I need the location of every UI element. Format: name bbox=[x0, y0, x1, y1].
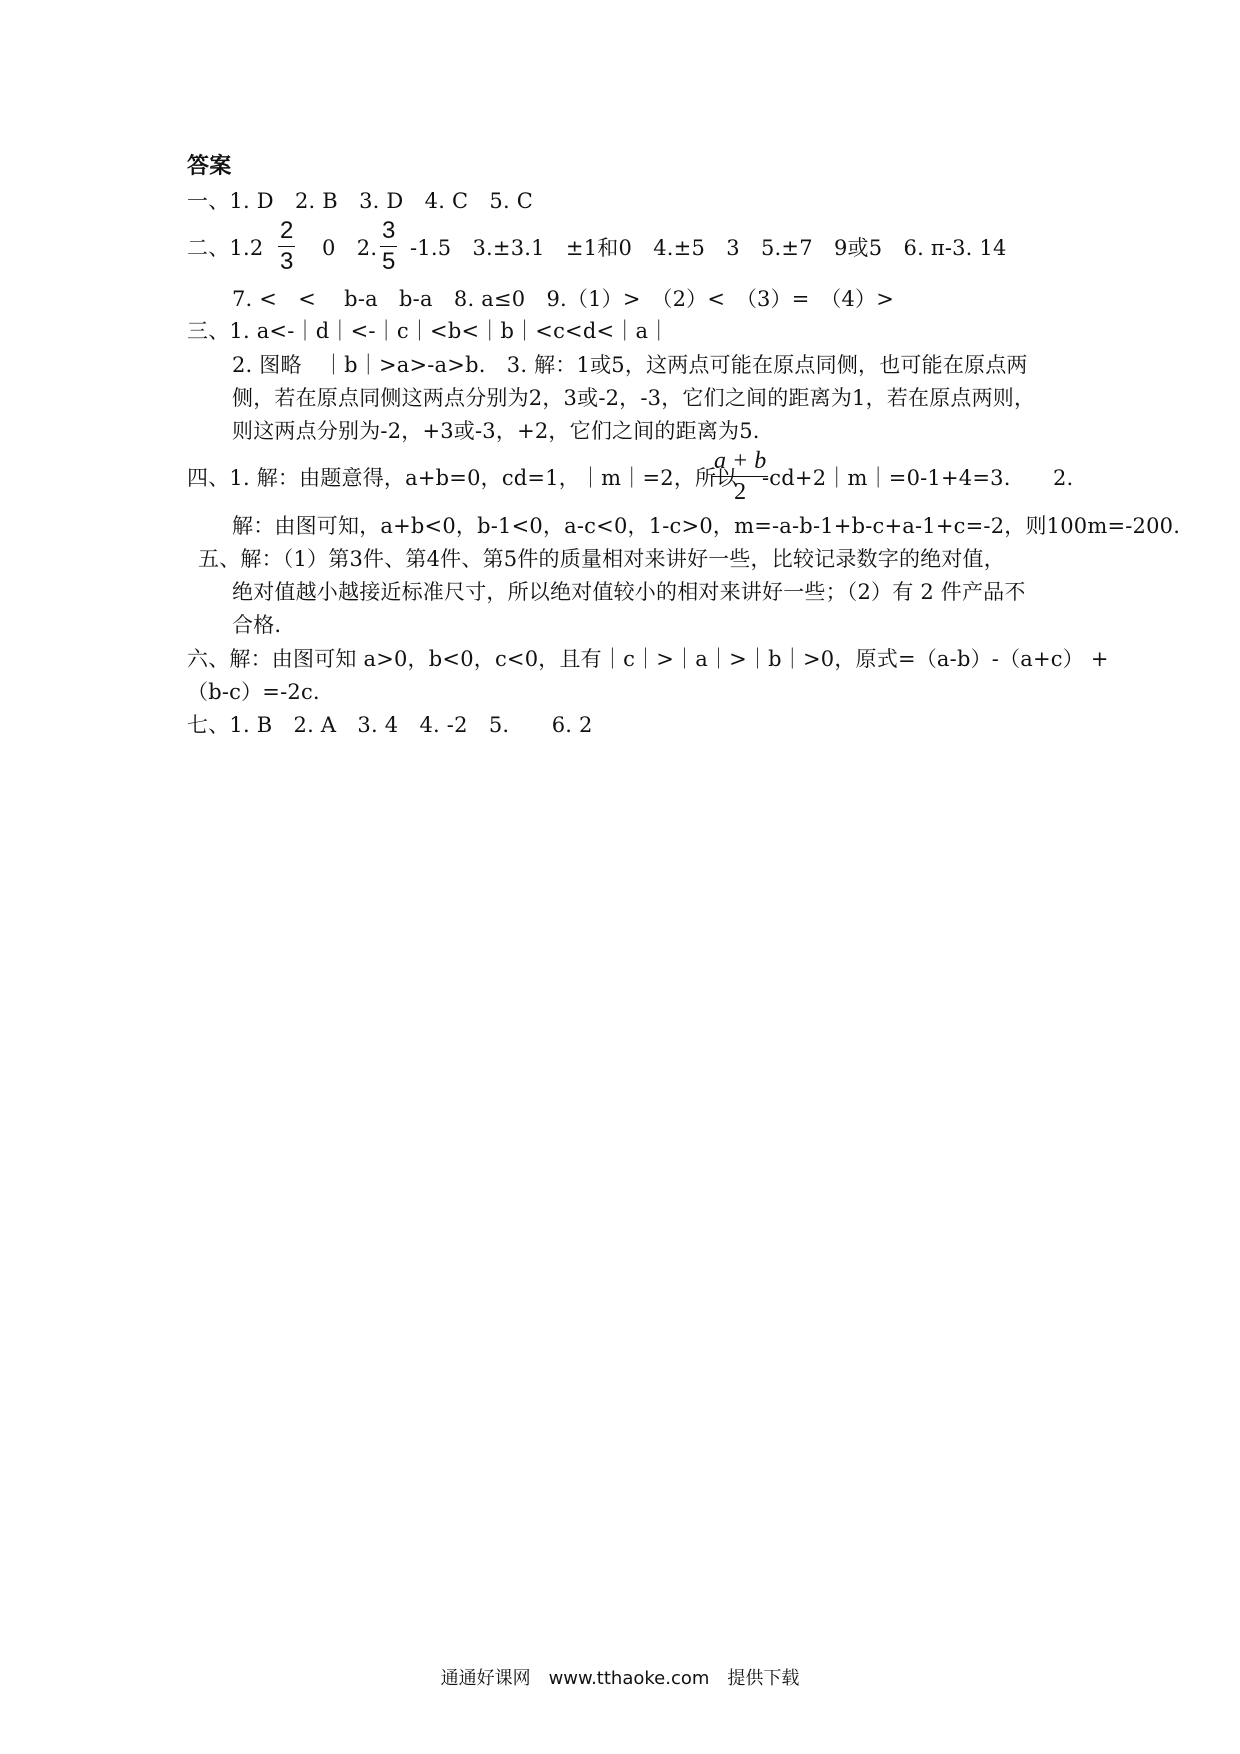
section-3-line-3: 侧，若在原点同侧这两点分别为2，3或-2，-3，它们之间的距离为1，若在原点两则， bbox=[232, 386, 1036, 410]
section-2-rest: -1.5 3.±3.1 ±1和0 4.±5 3 5.±7 9或5 6. π-3. 14 bbox=[410, 236, 1007, 260]
section-5-line-2: 绝对值越小越接近标准尺寸，所以绝对值较小的相对来讲好一些；（2）有 2 件产品不 bbox=[232, 580, 1026, 604]
section-3-line-4: 则这两点分别为-2，+3或-3，+2，它们之间的距离为5. bbox=[232, 419, 760, 443]
section-7-answers: 七、1. B 2. A 3. 4 4. -2 5. 6. 2 bbox=[187, 713, 593, 737]
section-4-prefix: 四、1. 解：由题意得，a+b=0，cd=1，｜m｜=2，所以 bbox=[187, 466, 738, 490]
fraction-a-plus-b-over-2 bbox=[712, 447, 768, 506]
answer-title: 答案 bbox=[187, 154, 232, 179]
section-2-line-2: 7. < < b-a b-a 8. a≤0 9.（1）> （2）< （3）= （4）> bbox=[232, 287, 895, 311]
section-6-line-2: （b-c）=-2c. bbox=[187, 680, 320, 704]
section-6-line-1: 六、解：由图可知 a>0，b<0，c<0，且有｜c｜>｜a｜>｜b｜>0，原式=（a-b）-（a+c） + bbox=[187, 647, 1109, 671]
fraction-numerator: 2 bbox=[280, 217, 294, 244]
section-5-line-1: 五、解：（1）第3件、第4件、第5件的质量相对来讲好一些，比较记录数字的绝对值， bbox=[198, 547, 1005, 571]
fraction-numerator: a + b bbox=[714, 448, 767, 474]
fraction-numerator: 3 bbox=[382, 217, 396, 244]
fraction-bar bbox=[380, 246, 397, 247]
section-4-line-2: 解：由图可知，a+b<0，b-1<0，a-c<0，1-c>0，m=-a-b-1+b-c+a-1+c=-2，则100m=-200. bbox=[232, 514, 1181, 538]
fraction-denominator: 5 bbox=[382, 248, 396, 275]
fraction-3-5 bbox=[380, 217, 397, 276]
section-2-mid: 0 2. bbox=[322, 236, 378, 260]
section-5-line-3: 合格. bbox=[232, 613, 282, 637]
section-4-rest: -cd+2｜m｜=0-1+4=3. 2. bbox=[762, 466, 1074, 490]
fraction-2-3 bbox=[278, 217, 295, 276]
section-3-line-1: 三、1. a<-｜d｜<-｜c｜<b<｜b｜<c<d<｜a｜ bbox=[187, 319, 670, 343]
section-3-line-2: 2. 图略 ｜b｜>a>-a>b. 3. 解：1或5，这两点可能在原点同侧，也可能在原点两 bbox=[232, 353, 1028, 377]
section-2-prefix: 二、1.2 bbox=[187, 236, 264, 260]
page-footer: 通通好课网 www.tthaoke.com 提供下载 bbox=[440, 1668, 800, 1689]
fraction-denominator: 2 bbox=[734, 479, 747, 505]
fraction-bar bbox=[712, 476, 768, 477]
fraction-bar bbox=[278, 246, 295, 247]
section-1-answers: 一、1. D 2. B 3. D 4. C 5. C bbox=[187, 189, 533, 213]
fraction-denominator: 3 bbox=[280, 248, 294, 275]
